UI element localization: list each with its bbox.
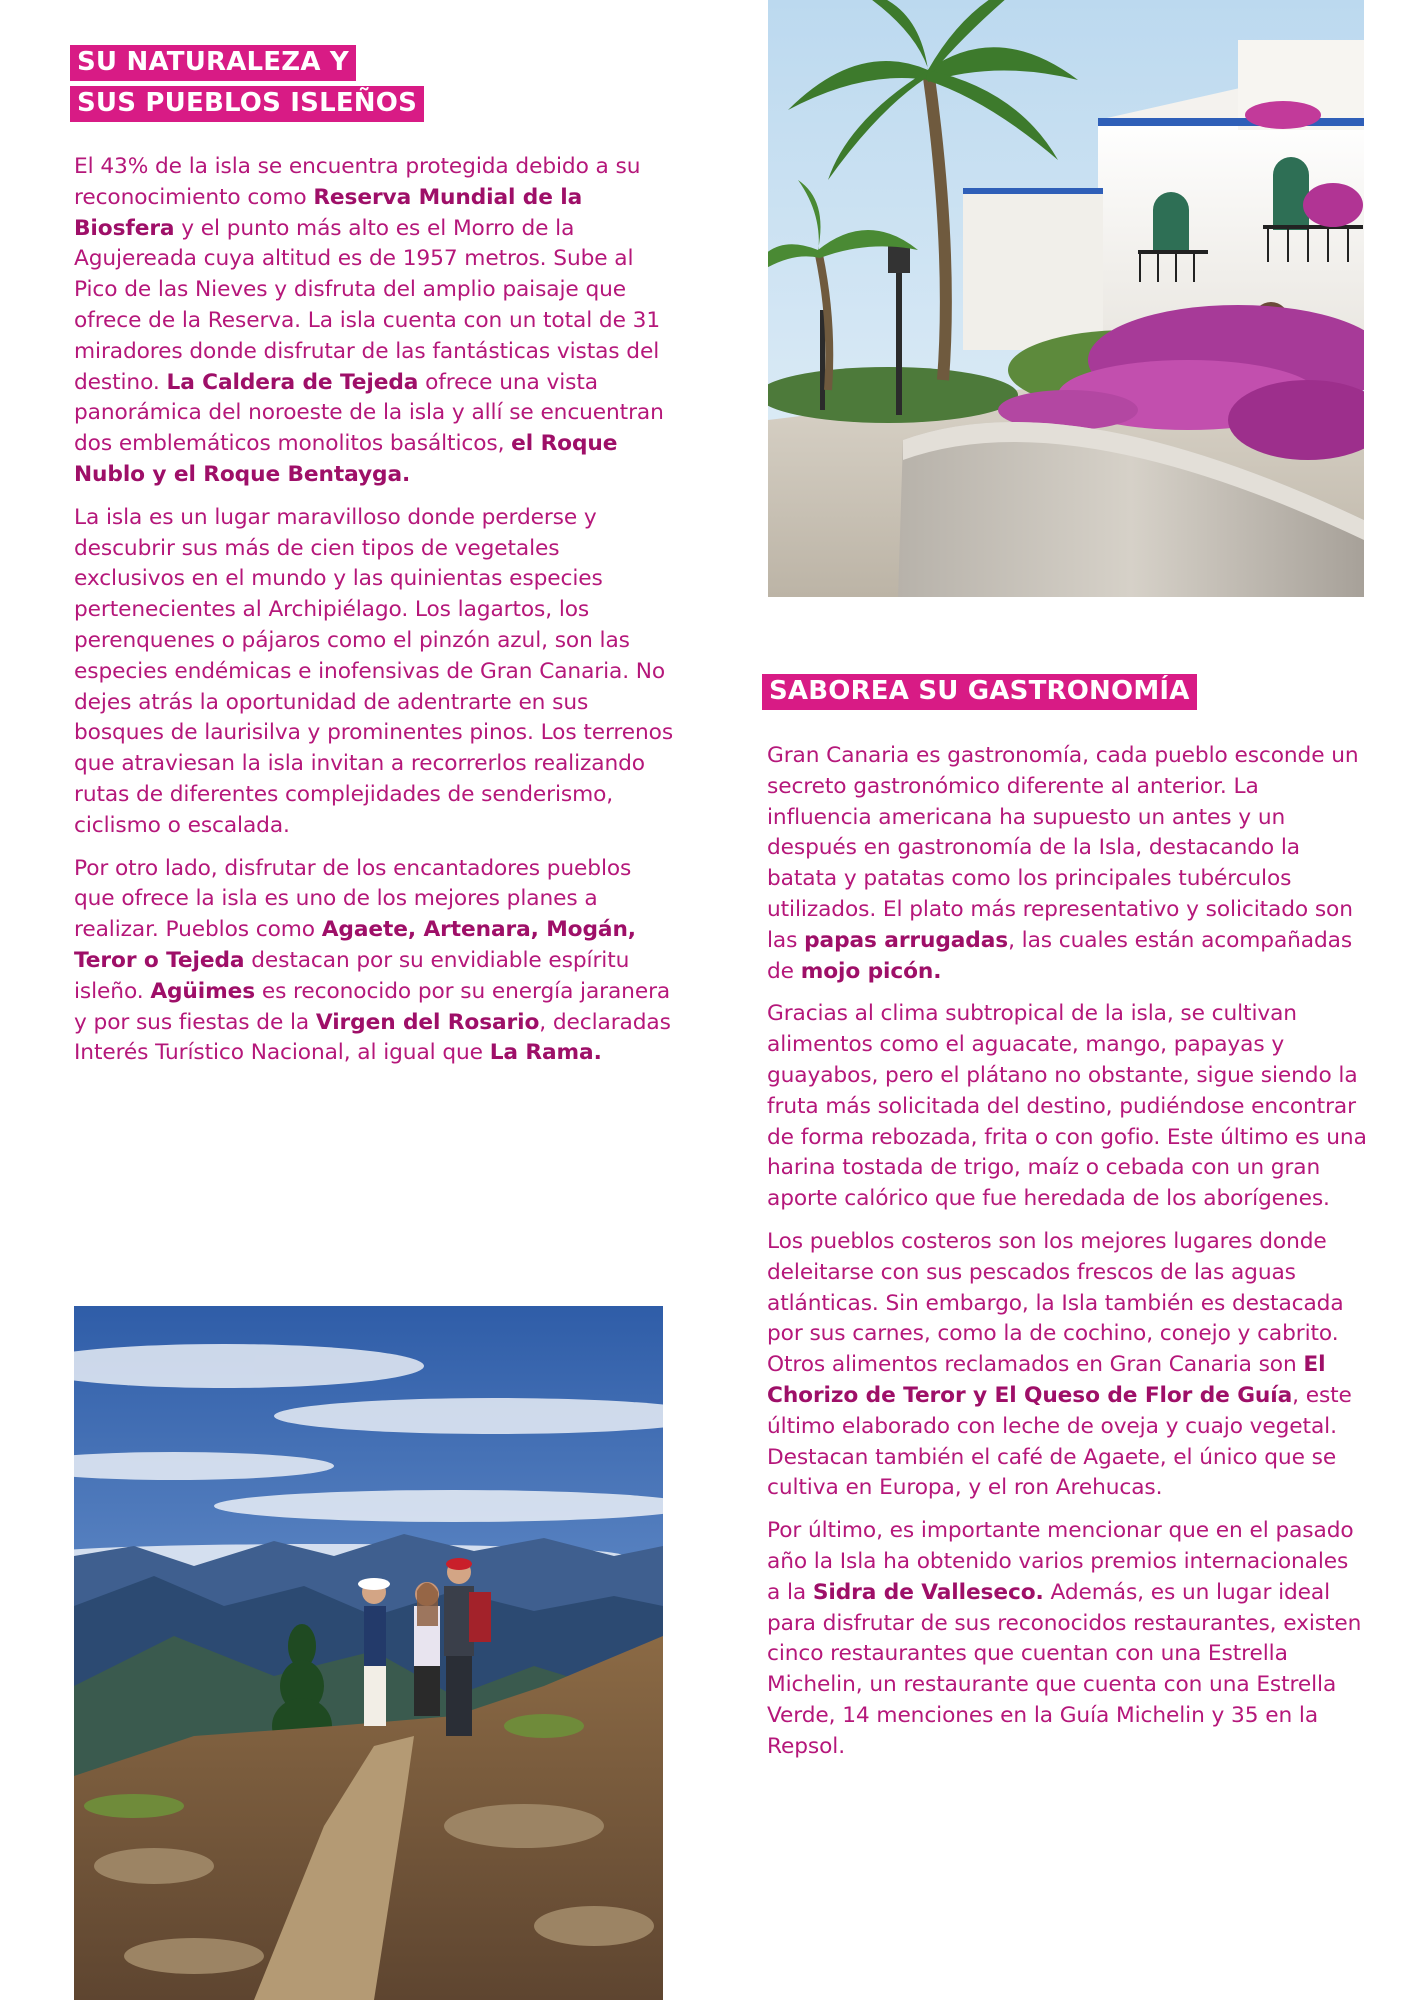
highlighted-term: Agaete, Artenara, Mogán, Teror o Tejeda [74,917,636,973]
nature-heading-line-2: SUS PUEBLOS ISLEÑOS [70,86,424,122]
gastronomy-paragraph-3: Los pueblos costeros son los mejores lugares donde deleitarse con sus pescados frescos de las aguas atlánticas. Sin embargo, la Isla también es destacada por sus carnes, como la de cochino, conejo y cabrito. Otros alimentos reclamados en Gran Canaria son El Chorizo de Teror y El Queso de Flor de Guía, este último elaborado con leche de oveja y cuajo vegetal. Destacan también el café de Agaete, el único que se cultiva en Europa, y el ron Arehucas. [767,1228,1352,1501]
nature-paragraph-3: Por otro lado, disfrutar de los encantadores pueblos que ofrece la isla es uno de los mejores planes a realizar. Pueblos como Agaete, Artenara, Mogán, Teror o Tejeda destacan por su envidiable espíritu isleño. Agüimes es reconocido por su energía jaranera y por sus fiestas de la Virgen del Rosario, declaradas Interés Turístico Nacional, al igual que La Rama. [74,855,671,1066]
nature-paragraph-2: La isla es un lugar maravilloso donde perderse y descubrir sus más de cien tipos de vegetales exclusivos en el mundo y las quinientas especies pertenecientes al Archipiélago. Los lagartos, los perenquenes o pájaros como el pinzón azul, son las especies endémicas e inofensivas de Gran Canaria. No dejes atrás la oportunidad de adentrarte en sus bosques de laurisilva y prominentes pinos. Los terrenos que atraviesan la isla invitan a recorrerlos realizando rutas de diferentes complejidades de senderismo, ciclismo o escalada. [74,504,674,838]
highlighted-term: Sidra de Valleseco. [812,1579,1044,1605]
gastronomy-paragraph-1: Gran Canaria es gastronomía, cada pueblo esconde un secreto gastronómico diferente al anterior. La influencia americana ha supuesto un antes y un después en gastronomía de la Isla, destacando la batata y patatas como los principales tubérculos utilizados. El plato más representativo y solicitado son las papas arrugadas, las cuales están acompañadas de mojo picón. [767,743,1359,984]
highlighted-term: Virgen del Rosario [315,1009,540,1035]
village-street-photo [768,0,1364,597]
highlighted-term: el Roque Nublo y el Roque Bentayga. [74,431,618,487]
gastronomy-heading: SABOREA SU GASTRONOMÍA [762,674,1197,710]
highlighted-term: La Rama. [489,1040,602,1066]
highlighted-term: Agüimes [150,978,256,1004]
gastronomy-paragraph-4: Por último, es importante mencionar que en el pasado año la Isla ha obtenido varios premios internacionales a la Sidra de Valleseco. Además, es un lugar ideal para disfrutar de sus reconocidos restaurantes, existen cinco restaurantes que cuentan con una Estrella Michelin, un restaurante que cuenta con una Estrella Verde, 14 menciones en la Guía Michelin y 35 en la Repsol. [767,1518,1362,1759]
highlighted-term: Reserva Mundial de la Biosfera [74,184,583,241]
nature-paragraph-1: El 43% de la isla se encuentra protegida debido a su reconocimiento como Reserva Mundial de la Biosfera y el punto más alto es el Morro de la Agujereada cuya altitud es de 1957 metros. Sube al Pico de las Nieves y disfruta del amplio paisaje que ofrece de la Reserva. La isla cuenta con un total de 31 miradores donde disfrutar de las fantásticas vistas del destino. La Caldera de Tejeda ofrece una vista panorámica del noroeste de la isla y allí se encuentran dos emblemáticos monolitos basálticos, el Roque Nublo y el Roque Bentayga. [74,154,664,487]
gastronomy-text-column [767,741,1367,1763]
highlighted-term: papas arrugadas [804,927,1009,953]
gastronomy-paragraph-2: Gracias al clima subtropical de la isla, se cultivan alimentos como el aguacate, mango, papayas y guayabos, pero el plátano no obstante, sigue siendo la fruta más solicitada del destino, pudiéndose encontrar de forma rebozada, frita o con gofio. Este último es una harina tostada de trigo, maíz o cebada con un gran aporte calórico que fue heredada de los aborígenes. [767,1001,1367,1212]
hikers-photo [74,1306,663,2000]
highlighted-term: El Chorizo de Teror y El Queso de Flor de Guía [767,1352,1326,1408]
highlighted-term: mojo picón. [800,958,942,984]
nature-text-column [74,152,674,1069]
highlighted-term: La Caldera de Tejeda [166,369,419,395]
nature-heading-line-1: SU NATURALEZA Y [70,45,356,81]
